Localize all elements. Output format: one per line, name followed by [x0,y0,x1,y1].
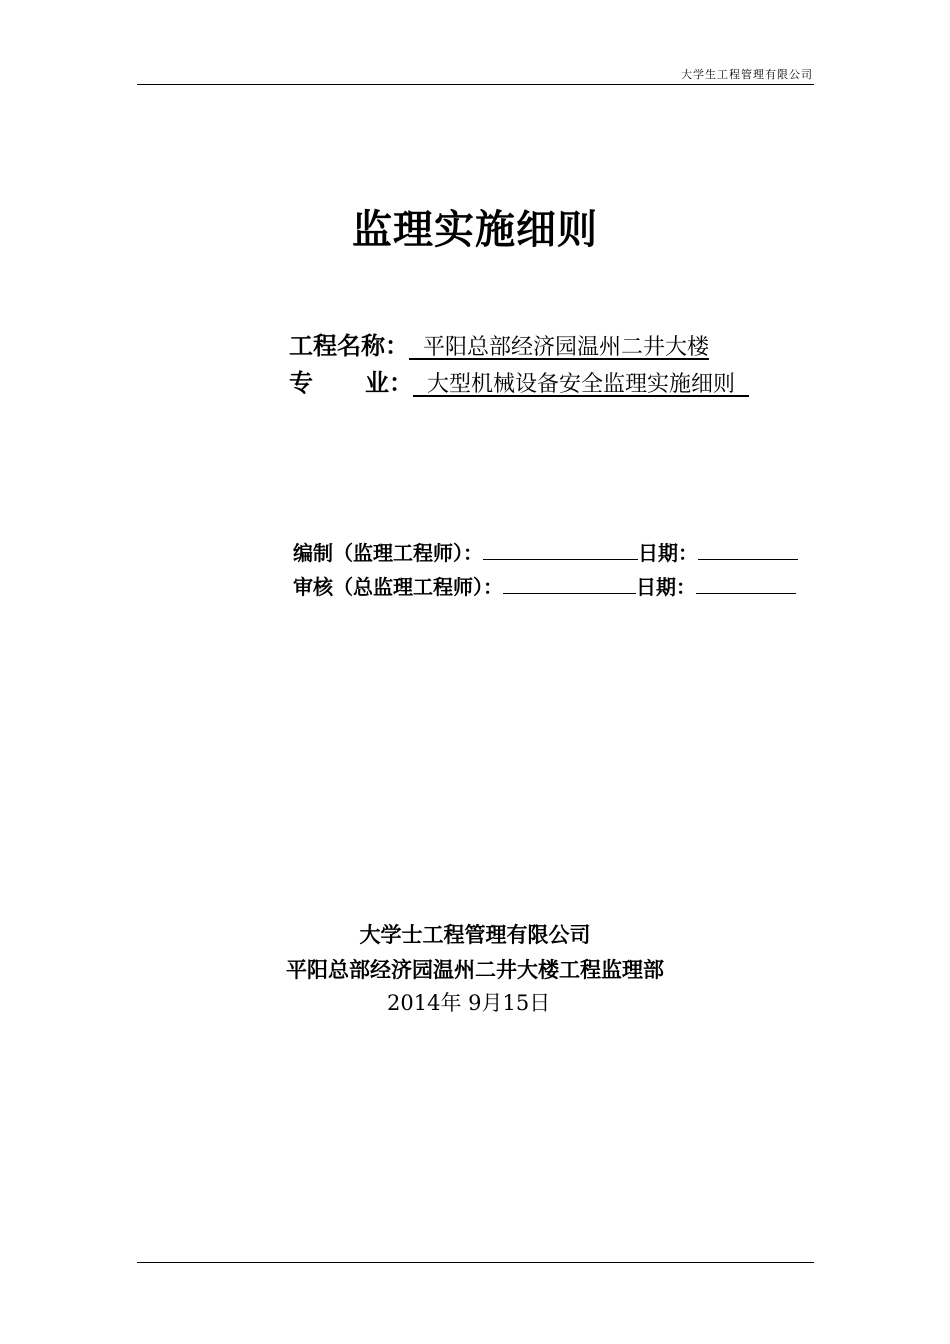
footer-date: 2014年 9月15日 [387,991,551,1015]
project-name-row [289,331,709,363]
footer-department: 平阳总部经济园温州二井大楼工程监理部 [286,958,664,982]
document-title: 监理实施细则 [352,207,598,253]
project-major-value: 大型机械设备安全监理实施细则 [413,372,749,397]
compiler-label: 编制（监理工程师）： [293,541,483,565]
compiler-row [293,539,798,567]
compiler-date-blank [698,539,798,560]
footer-rule [137,1262,814,1263]
footer-company: 大学士工程管理有限公司 [359,923,591,947]
reviewer-label: 审核（总监理工程师）： [293,575,503,599]
header-company: 大学生工程管理有限公司 [681,68,813,81]
project-name-label: 工程名称： [289,332,409,360]
compiler-signature-blank [483,539,638,560]
reviewer-signature-blank [503,573,636,594]
project-major-label-b: 业： [365,369,413,397]
compiler-date-label: 日期： [638,541,698,565]
reviewer-date-label: 日期： [636,575,696,599]
header-rule [137,84,814,85]
reviewer-row [293,573,796,601]
project-major-row [289,368,749,400]
reviewer-date-blank [696,573,796,594]
project-name-value: 平阳总部经济园温州二井大楼 [409,335,709,360]
project-major-label-a: 专 [289,369,313,397]
